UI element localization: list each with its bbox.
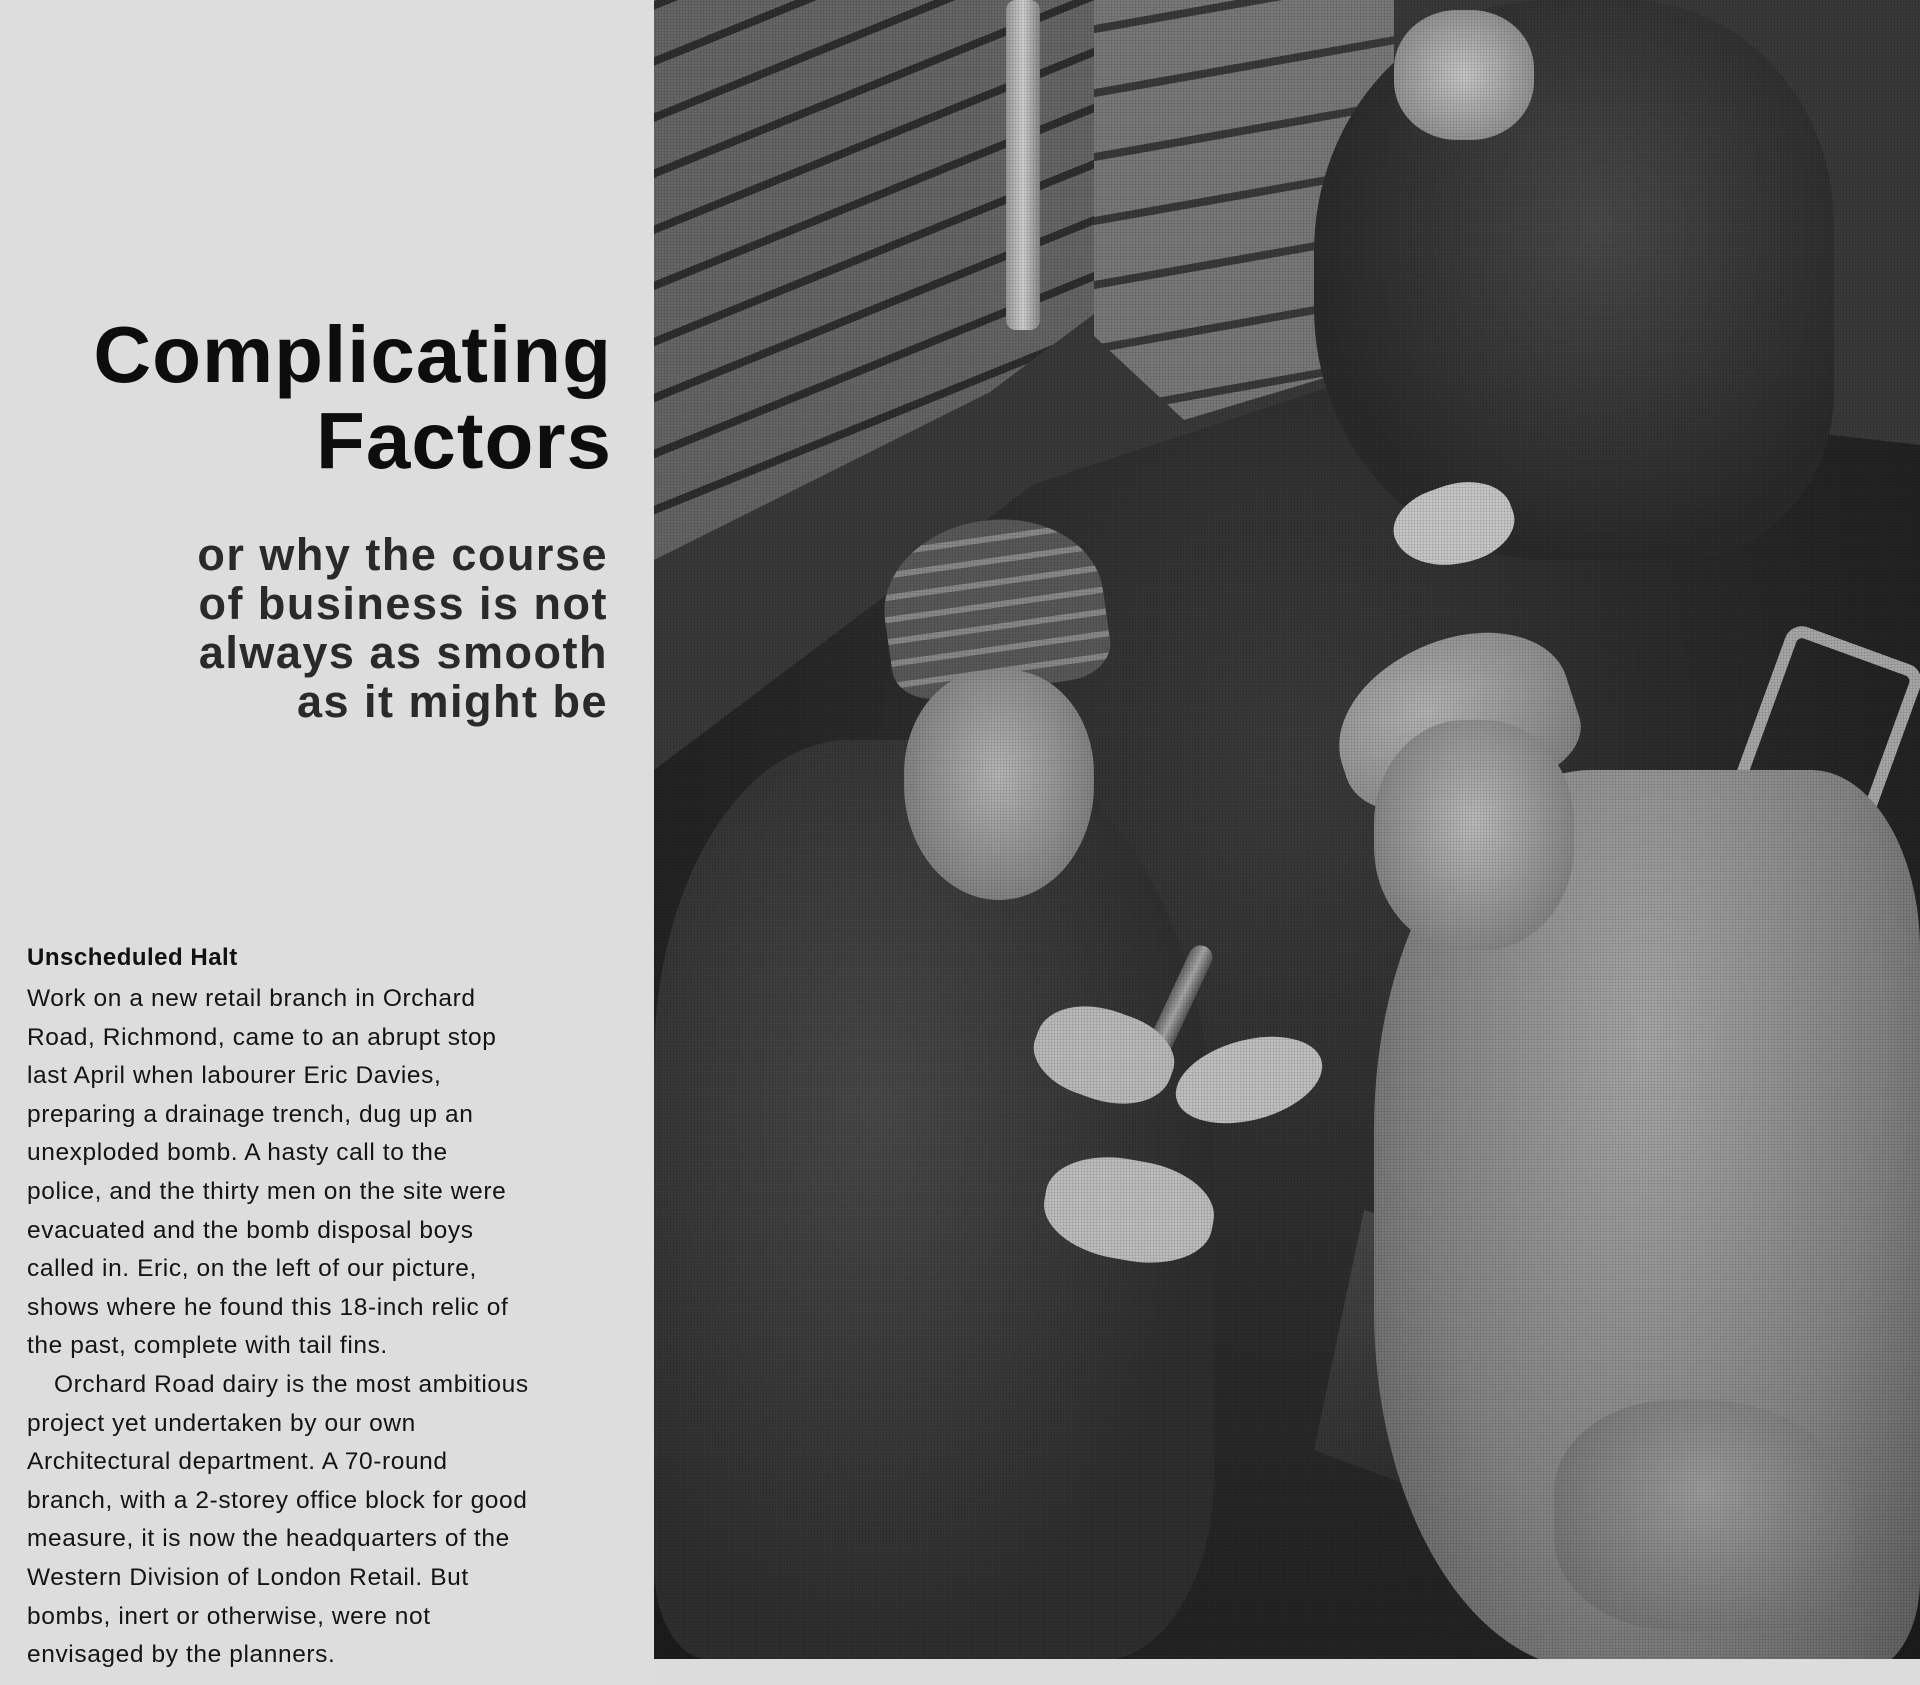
subtitle-line: always as smooth bbox=[198, 627, 608, 678]
drain-pipe bbox=[1006, 0, 1040, 330]
body-line: Road, Richmond, came to an abrupt stop bbox=[27, 1023, 497, 1051]
body-line: envisaged by the planners. bbox=[27, 1641, 336, 1669]
body-line: called in. Eric, on the left of our picture, bbox=[27, 1255, 477, 1283]
subtitle-line: of business is not bbox=[198, 578, 608, 629]
article-body bbox=[27, 980, 647, 1675]
body-line: Orchard Road dairy is the most ambitious bbox=[54, 1370, 529, 1398]
title-line: Complicating bbox=[93, 310, 612, 399]
boy-face bbox=[1394, 10, 1534, 140]
body-line: preparing a drainage trench, dug up an bbox=[27, 1100, 474, 1128]
boy-figure bbox=[1314, 0, 1834, 560]
section-heading: Unscheduled Halt bbox=[27, 944, 238, 971]
labourer-left-face bbox=[904, 670, 1094, 900]
body-line: bombs, inert or otherwise, were not bbox=[27, 1602, 431, 1630]
body-line: the past, complete with tail fins. bbox=[27, 1332, 388, 1360]
body-line: project yet undertaken by our own bbox=[27, 1409, 416, 1437]
body-line: last April when labourer Eric Davies, bbox=[27, 1062, 442, 1090]
body-line: Architectural department. A 70-round bbox=[27, 1448, 448, 1476]
body-line: unexploded bomb. A hasty call to the bbox=[27, 1139, 448, 1167]
article-text-column bbox=[0, 0, 654, 1685]
article-subtitle bbox=[100, 530, 608, 726]
article-title bbox=[8, 312, 612, 484]
subtitle-line: as it might be bbox=[296, 676, 608, 727]
work-boot bbox=[1554, 1400, 1854, 1630]
subtitle-line: or why the course bbox=[197, 529, 608, 580]
labourer-right-face bbox=[1374, 720, 1574, 950]
body-line: evacuated and the bomb disposal boys bbox=[27, 1216, 474, 1244]
article-photo bbox=[654, 0, 1920, 1659]
body-line: police, and the thirty men on the site were bbox=[27, 1177, 507, 1205]
body-line: measure, it is now the headquarters of the bbox=[27, 1525, 510, 1553]
body-line: Work on a new retail branch in Orchard bbox=[27, 985, 476, 1012]
body-line: Western Division of London Retail. But bbox=[27, 1563, 469, 1591]
body-line: shows where he found this 18-inch relic of bbox=[27, 1293, 509, 1321]
title-line: Factors bbox=[316, 396, 612, 485]
body-line: branch, with a 2-storey office block for good bbox=[27, 1486, 528, 1514]
